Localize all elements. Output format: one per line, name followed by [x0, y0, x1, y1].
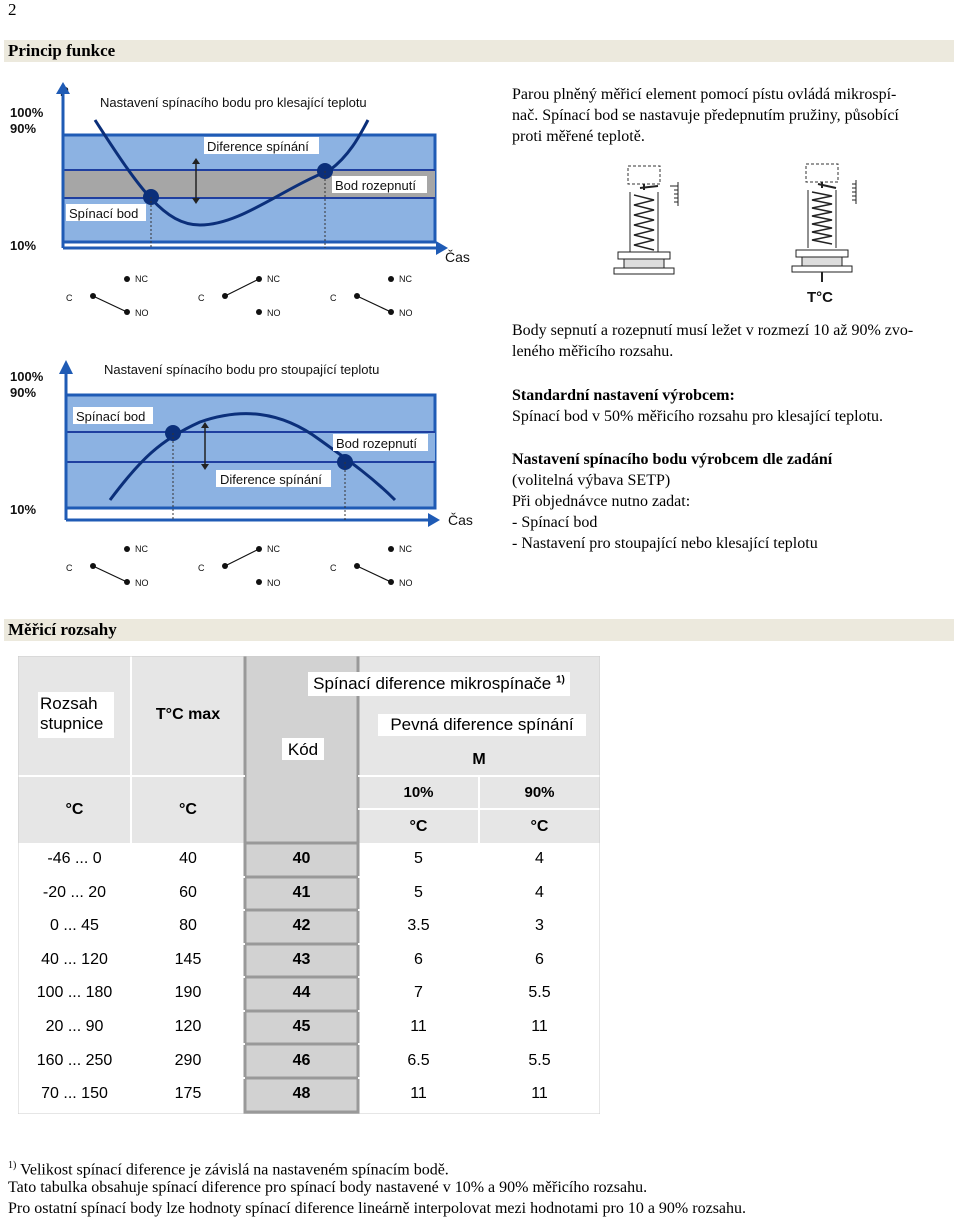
- svg-text:C: C: [66, 563, 73, 573]
- custom-heading: Nastavení spínacího bodu výrobcem dle zadání: [512, 451, 833, 468]
- custom-setting-block: Nastavení spínacího bodu výrobcem dle zadání (volitelná výbava SETP) Při objednávce nutno zadat: - Spínací bod - Nastavení pro stoupající nebo klesající teplotu: [512, 449, 952, 554]
- cell-tmax: 80: [179, 917, 197, 935]
- cell-tmax: 190: [174, 984, 202, 1002]
- cell-d10: 5: [414, 850, 423, 867]
- contact-symbol-1: [66, 274, 149, 318]
- ytick-100: 100%: [10, 369, 44, 384]
- svg-text:C: C: [198, 563, 205, 573]
- section-header-bar: [4, 40, 954, 62]
- svg-text:C: C: [198, 293, 205, 303]
- label-switch-point: Spínací bod: [76, 409, 146, 424]
- cell-d10: 6.5: [407, 1051, 430, 1069]
- cell-tmax: 145: [174, 950, 202, 968]
- cell-range: 100 ... 180: [36, 984, 113, 1002]
- svg-text:C: C: [330, 563, 337, 573]
- chart-title: Nastavení spínacího bodu pro klesající teplotu: [100, 95, 367, 110]
- cell-range: -46 ... 0: [47, 850, 102, 867]
- cell-d10: 7: [414, 984, 423, 1002]
- limits-paragraph: Body sepnutí a rozepnutí musí ležet v rozmezí 10 až 90% zvo- leného měřicího rozsahu.: [512, 322, 914, 360]
- cell-tmax: 175: [174, 1085, 202, 1103]
- temperature-label: T°C: [807, 289, 833, 305]
- header-m: M: [472, 751, 486, 768]
- svg-text:NC: NC: [135, 274, 148, 284]
- intro-paragraph: Parou plněný měřicí element pomocí pístu ovládá mikrospí- nač. Spínací bod se nastavuje předepnutím pružiny, působící proti měřené teplotě.: [512, 86, 899, 145]
- cell-range: 0 ... 45: [50, 917, 99, 935]
- label-break-point: Bod rozepnutí: [336, 436, 417, 451]
- ytick-100: 100%: [10, 105, 44, 120]
- cell-code: 43: [292, 950, 311, 968]
- contact-symbol-1: [66, 544, 149, 588]
- svg-text:NC: NC: [267, 544, 280, 554]
- page-number: 2: [8, 0, 17, 19]
- header-10: 10%: [403, 784, 434, 801]
- svg-text:NC: NC: [399, 544, 412, 554]
- factory-setting-block: [512, 385, 952, 427]
- cell-range: 160 ... 250: [36, 1051, 113, 1069]
- cell-d90: 4: [535, 883, 544, 901]
- cell-range: -20 ... 20: [42, 883, 107, 901]
- cell-tmax: 120: [174, 1018, 202, 1035]
- footnote-3: Pro ostatní spínací body lze hodnoty spínací diference lineárně interpolovat mezi hodnotami pro 10 a 90% rozsahu.: [8, 1200, 747, 1217]
- cell-d90: 6: [535, 950, 544, 968]
- section-title-principle: Princip funkce: [8, 41, 116, 60]
- ytick-10: 10%: [10, 502, 37, 517]
- label-difference: Diference spínání: [220, 472, 322, 487]
- cell-code: 40: [292, 850, 311, 867]
- cell-tmax: 40: [179, 850, 197, 867]
- cell-d90: 4: [535, 850, 544, 867]
- contact-symbol-3: [330, 274, 413, 318]
- header-range: Rozsah stupnice: [40, 694, 104, 733]
- cell-range: 70 ... 150: [41, 1085, 108, 1103]
- cell-tmax: 60: [179, 883, 197, 901]
- svg-text:C: C: [330, 293, 337, 303]
- section-title-ranges: Měřicí rozsahy: [8, 620, 117, 639]
- footnote-1: $^{1)}$ Velikost spínací diference je závislá na nastaveném spínacím bodě.: [8, 1160, 449, 1179]
- svg-text:NO: NO: [399, 578, 413, 588]
- chart-falling-temperature: [0, 80, 500, 320]
- cell-code: 45: [292, 1018, 311, 1035]
- chart-rising-temperature: [0, 350, 500, 590]
- svg-text:NO: NO: [135, 578, 149, 588]
- svg-text:NO: NO: [267, 308, 281, 318]
- svg-text:NO: NO: [135, 308, 149, 318]
- contact-symbol-3: [330, 544, 413, 588]
- cell-tmax: 290: [174, 1051, 202, 1069]
- svg-text:NO: NO: [267, 578, 281, 588]
- header-switching-difference: Spínací diference mikrospínače $^{1)}$: [313, 674, 565, 693]
- unit-10: °C: [409, 818, 428, 835]
- factory-heading: Standardní nastavení výrobcem:: [512, 387, 735, 404]
- cell-range: 20 ... 90: [45, 1018, 104, 1035]
- x-axis-label: Čas: [445, 249, 470, 265]
- unit-range: °C: [65, 801, 84, 818]
- unit-90: °C: [530, 818, 549, 835]
- chart-title: Nastavení spínacího bodu pro stoupající teplotu: [104, 362, 380, 377]
- svg-text:NO: NO: [399, 308, 413, 318]
- label-difference: Diference spínání: [207, 139, 309, 154]
- svg-text:NC: NC: [267, 274, 280, 284]
- cell-code: 42: [292, 917, 311, 935]
- cell-d90: 11: [531, 1085, 548, 1103]
- label-switch-point: Spínací bod: [69, 206, 139, 221]
- cell-code: 41: [292, 883, 311, 901]
- header-code: Kód: [287, 740, 319, 759]
- cell-range: 40 ... 120: [41, 950, 108, 968]
- measuring-ranges-table: [18, 656, 600, 1114]
- cell-d10: 3.5: [407, 917, 430, 935]
- cell-d90: 5.5: [528, 984, 551, 1002]
- svg-text:NC: NC: [135, 544, 148, 554]
- cell-d90: 5.5: [528, 1051, 551, 1069]
- svg-text:C: C: [66, 293, 73, 303]
- cell-d90: 11: [531, 1018, 548, 1035]
- thermostat-mechanism-illustration: [610, 160, 880, 305]
- cell-code: 48: [292, 1085, 311, 1103]
- ytick-90: 90%: [10, 385, 37, 400]
- cell-d90: 3: [535, 917, 544, 935]
- header-90: 90%: [524, 784, 555, 801]
- cell-code: 44: [292, 984, 311, 1002]
- svg-text:NC: NC: [399, 274, 412, 284]
- cell-d10: 11: [410, 1018, 427, 1035]
- contact-symbol-2: [198, 274, 281, 318]
- section-header-bar: [4, 619, 954, 641]
- contact-symbol-2: [198, 544, 281, 588]
- ytick-10: 10%: [10, 238, 37, 253]
- header-fixed-difference: Pevná diference spínání: [390, 715, 574, 734]
- cell-d10: 11: [410, 1085, 427, 1103]
- cell-d10: 6: [414, 950, 423, 968]
- label-break-point: Bod rozepnutí: [335, 178, 416, 193]
- factory-text: Spínací bod v 50% měřicího rozsahu pro klesající teplotu.: [512, 408, 884, 425]
- ytick-90: 90%: [10, 121, 37, 136]
- x-axis-label: Čas: [448, 512, 473, 528]
- cell-d10: 5: [414, 883, 423, 901]
- unit-tmax: °C: [179, 801, 197, 818]
- footnote-2: Tato tabulka obsahuje spínací diference pro spínací body nastavené v 10% a 90% měřicího rozsahu.: [8, 1179, 648, 1196]
- header-tmax: T°C max: [155, 706, 221, 723]
- cell-code: 46: [292, 1051, 311, 1069]
